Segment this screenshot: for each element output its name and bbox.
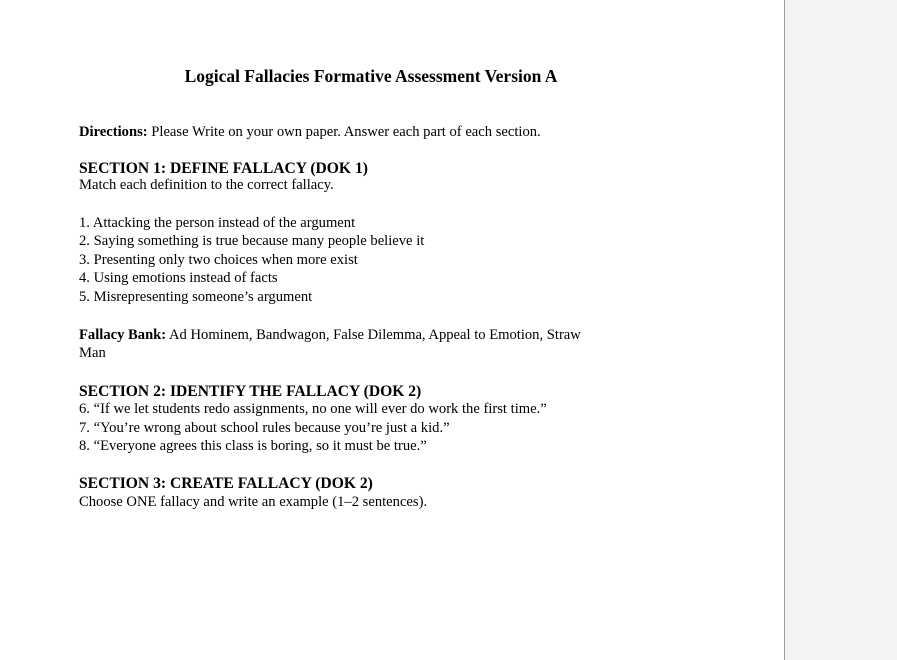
identify-item: 8. “Everyone agrees this class is boring, so it must be true.” (79, 438, 427, 454)
definition-item: 3. Presenting only two choices when more exist (79, 252, 358, 268)
section1-heading: SECTION 1: DEFINE FALLACY (DOK 1) (79, 160, 368, 177)
fallacy-bank-line-2: Man (79, 345, 106, 361)
document-title: Logical Fallacies Formative Assessment Version A (184, 66, 558, 86)
directions-label: Directions: (79, 124, 148, 140)
section1-instruction: Match each definition to the correct fallacy. (79, 177, 334, 193)
identify-item: 7. “You’re wrong about school rules because you’re just a kid.” (79, 420, 450, 436)
section3-heading: SECTION 3: CREATE FALLACY (DOK 2) (79, 475, 373, 492)
definition-item: 2. Saying something is true because many people believe it (79, 233, 425, 249)
section3-instruction: Choose ONE fallacy and write an example (1–2 sentences). (79, 494, 428, 510)
fallacy-bank-label: Fallacy Bank: (79, 327, 167, 343)
fallacy-bank-line (79, 327, 581, 344)
definition-item: 1. Attacking the person instead of the argument (79, 215, 356, 231)
identify-item: 6. “If we let students redo assignments, no one will ever do work the first time.” (79, 401, 547, 417)
directions-line (79, 124, 541, 141)
definition-item: 5. Misrepresenting someone’s argument (79, 289, 313, 305)
comments-pane (784, 0, 897, 660)
section2-heading: SECTION 2: IDENTIFY THE FALLACY (DOK 2) (79, 383, 422, 400)
fallacy-bank-text: Ad Hominem, Bandwagon, False Dilemma, Appeal to Emotion, Straw (166, 327, 581, 343)
definition-item: 4. Using emotions instead of facts (79, 270, 278, 286)
directions-text: Please Write on your own paper. Answer each part of each section. (147, 124, 541, 140)
